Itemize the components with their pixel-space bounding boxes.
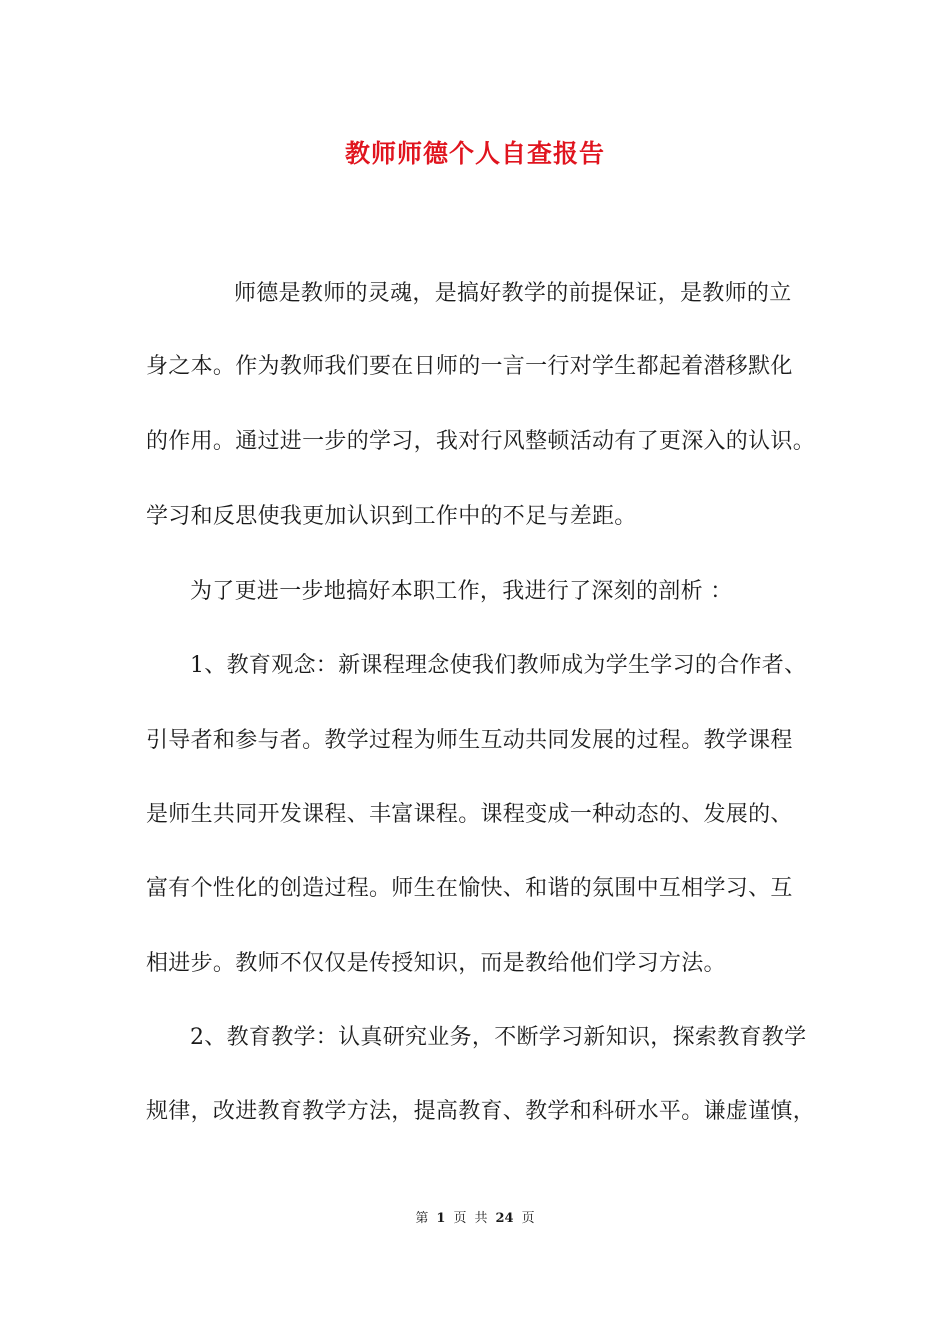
total-pages-number: 24 [495, 1211, 514, 1226]
current-page-number: 1 [436, 1211, 446, 1226]
paragraph-line: 学习和反思使我更加认识到工作中的不足与差距。 [146, 504, 637, 529]
paragraph-line: 富有个性化的创造过程。师生在愉快、和谐的氛围中互相学习、互 [146, 876, 793, 901]
paragraph-line: 引导者和参与者。教学过程为师生互动共同发展的过程。教学课程 [146, 728, 793, 753]
paragraph-line: 师德是教师的灵魂，是搞好教学的前提保证，是教师的立 [234, 281, 792, 306]
paragraph-line: 的作用。通过进一步的学习，我对行风整顿活动有了更深入的认识。 [146, 429, 816, 454]
paragraph-line: 规律，改进教育教学方法，提高教育、教学和科研水平。谦虚谨慎， [146, 1099, 816, 1124]
paragraph-line: 为了更进一步地搞好本职工作，我进行了深刻的剖析 ： [190, 579, 733, 604]
document-title: 教师师德个人自查报告 [344, 139, 605, 168]
paragraph-line: 是师生共同开发课程、丰富课程。课程变成一种动态的、发展的、 [146, 802, 793, 827]
footer-ye2: 页 [521, 1211, 535, 1226]
footer-gong: 共 [474, 1211, 488, 1226]
paragraph-line: 身之本。作为教师我们要在日师的一言一行对学生都起着潜移默化 [146, 354, 793, 379]
paragraph-line: 相进步。教师不仅仅是传授知识，而是教给他们学习方法。 [146, 951, 726, 976]
footer-di: 第 [415, 1211, 429, 1226]
paragraph-line: 2、教育教学：认真研究业务，不断学习新知识，探索教育教学 [190, 1025, 807, 1050]
page-footer [0, 1210, 950, 1228]
paragraph-line: 1、教育观念：新课程理念使我们教师成为学生学习的合作者、 [190, 653, 807, 678]
footer-ye: 页 [453, 1211, 467, 1226]
